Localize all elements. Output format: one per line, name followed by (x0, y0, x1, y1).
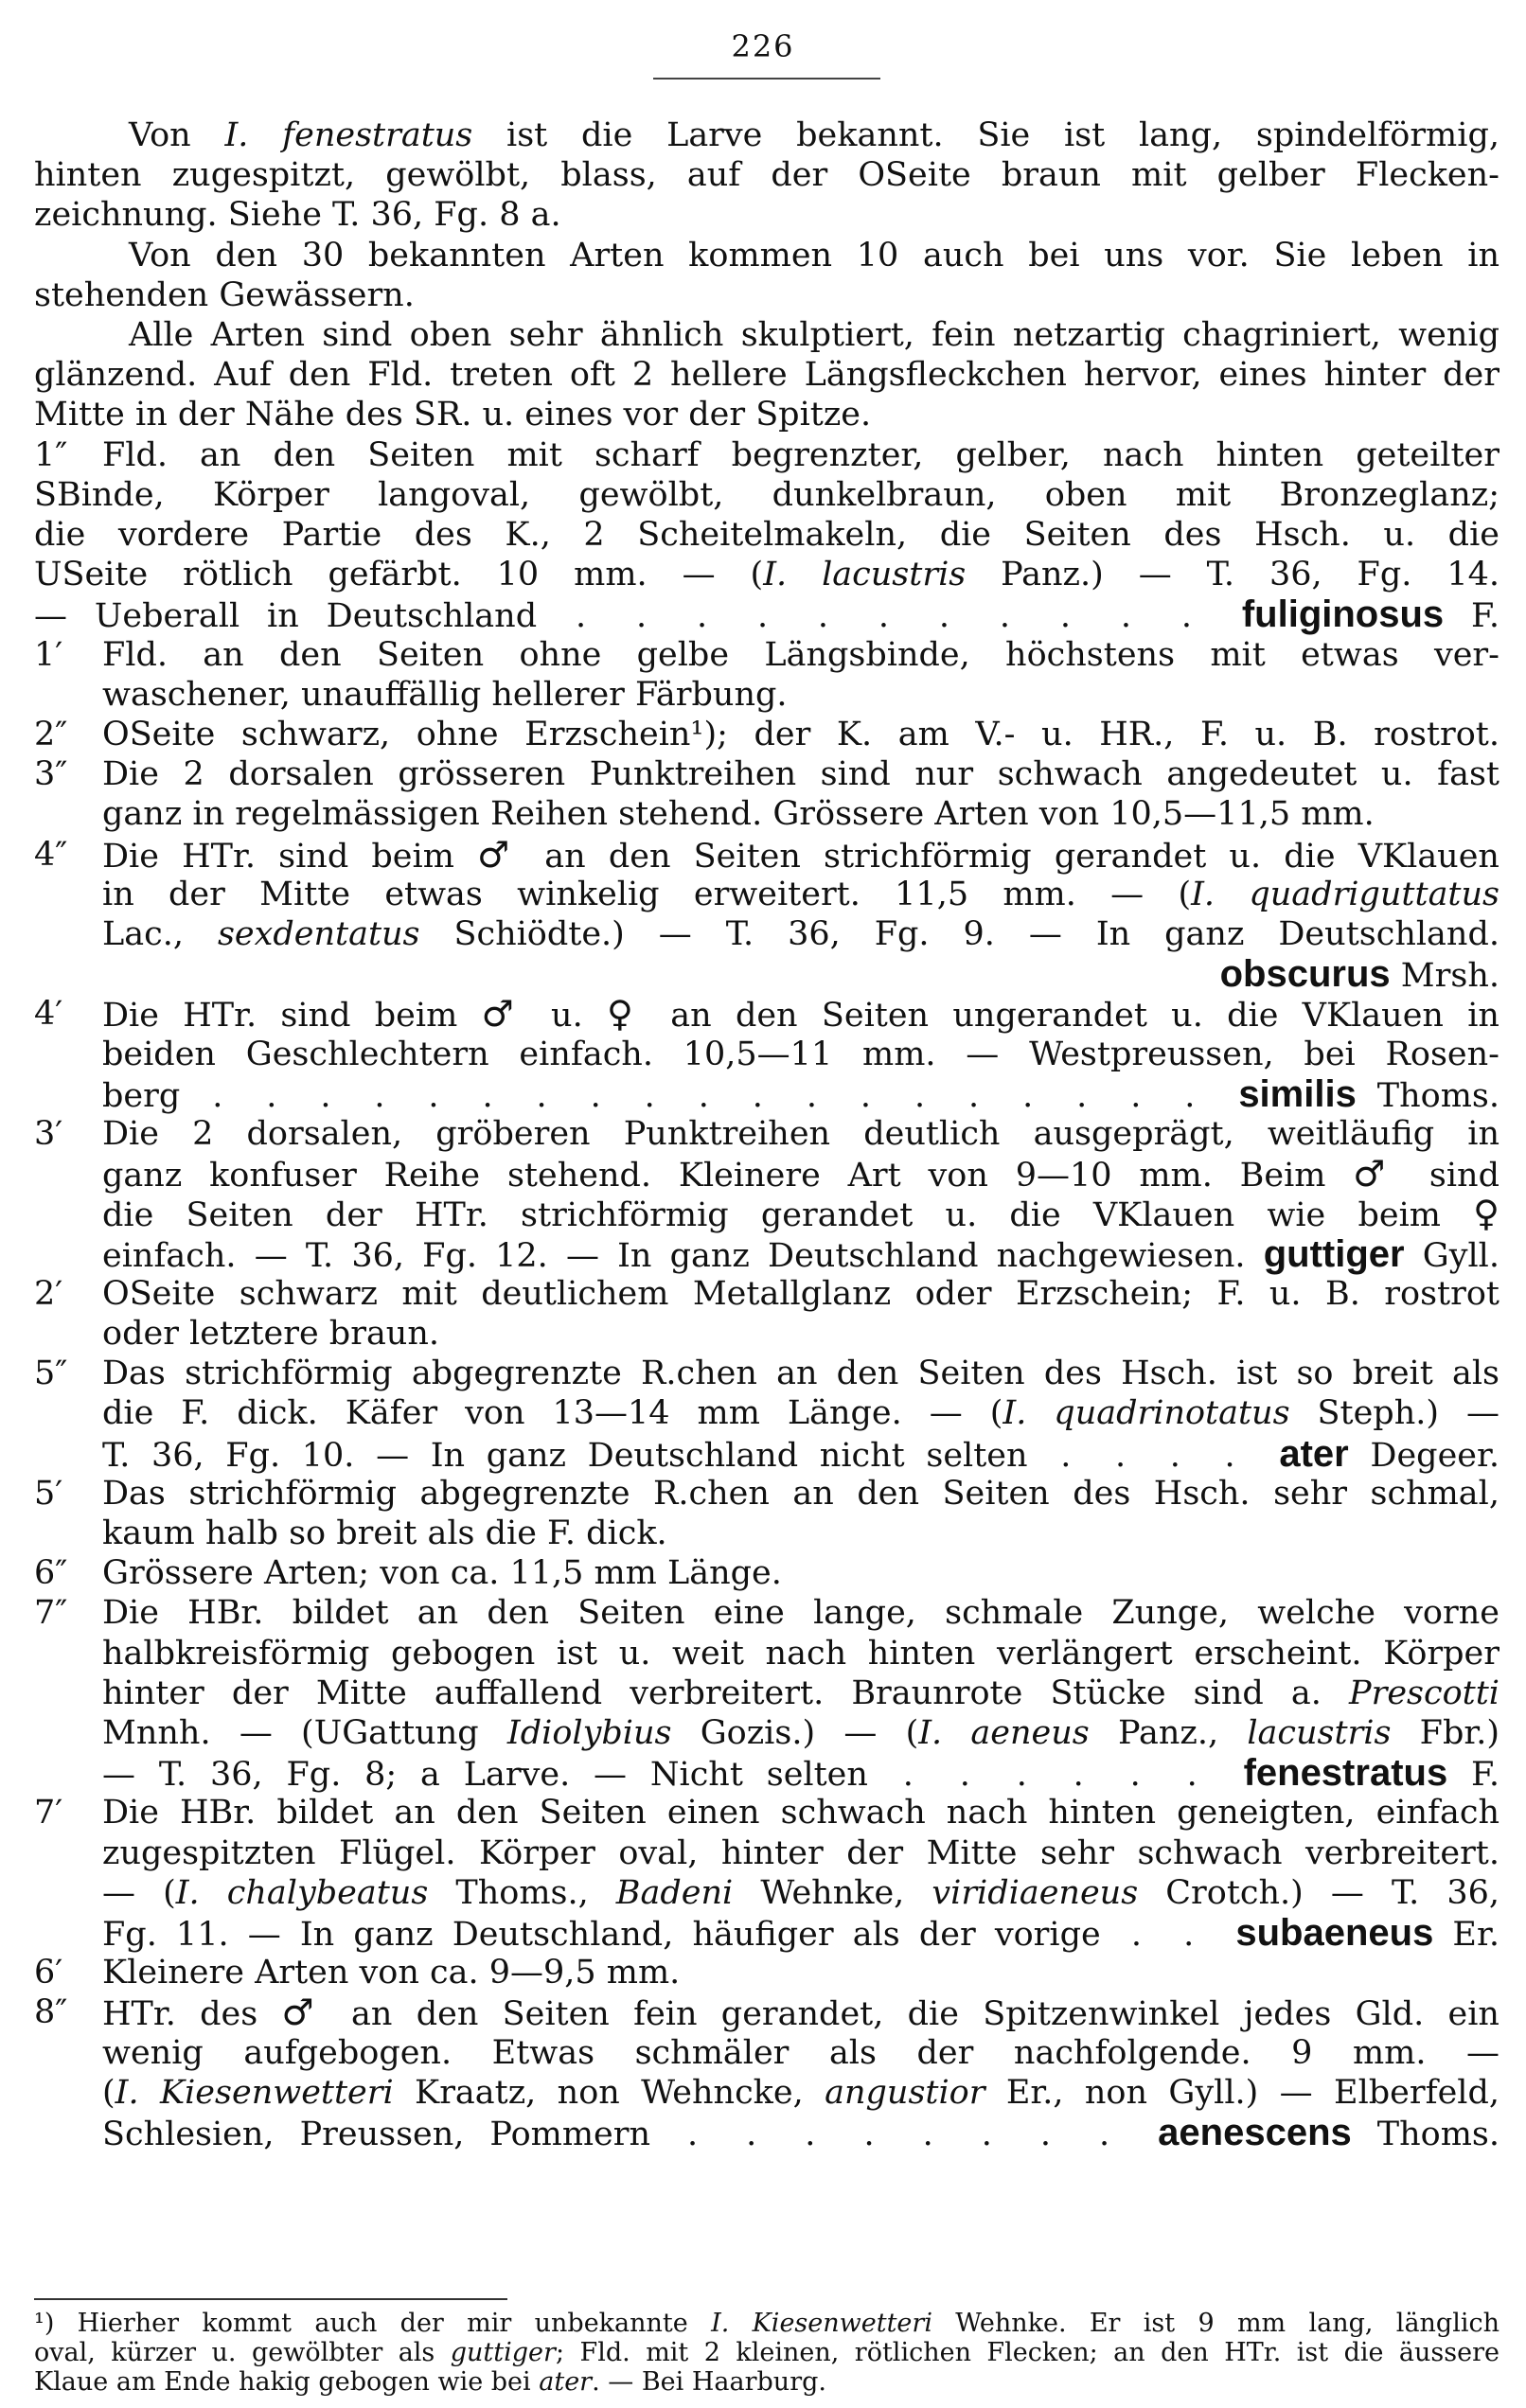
text-run: an den Seiten ungerandet u. die VKlauen in (646, 997, 1499, 1036)
text-run: glänzend. Auf den Fld. treten oft 2 hellere Längsfleckchen hervor, eines hinter der (34, 356, 1499, 395)
footnote-rule (34, 2298, 507, 2300)
line-text (102, 1074, 1499, 1116)
italic-name: lacustris (1247, 1714, 1392, 1752)
text-run: oval, kürzer u. gewölbter als (34, 2338, 451, 2367)
text-line (34, 715, 1499, 754)
line-text (102, 435, 1499, 475)
text-run: Die 2 dorsalen, gröberen Punktreihen deutlich ausgeprägt, weitläufig in (102, 1115, 1499, 1153)
text-run: wenig aufgebogen. Etwas schmäler als der nachfolgende. 9 mm. — (102, 2033, 1499, 2072)
text-run: Kleinere Arten von ca. 9—9,5 mm. (102, 1954, 681, 1992)
italic-name: Idiolybius (506, 1714, 672, 1752)
text-line (34, 1753, 1499, 1793)
text-line (34, 635, 1499, 675)
text-run: Er., non Gyll.) — Elberfeld, (985, 2073, 1499, 2112)
line-text (102, 715, 1499, 754)
text-run: Gyll. (1404, 1236, 1499, 1275)
text-run: — T. 36, Fg. 8; a Larve. — Nicht selten (102, 1756, 868, 1795)
line-text (34, 395, 1499, 434)
line-text (102, 635, 1499, 675)
italic-name: I. chalybeatus (175, 1873, 429, 1912)
line-text (129, 236, 1499, 275)
text-run: ganz konfuser Reihe stehend. Kleinere Art von 9—10 mm. Beim (102, 1157, 1354, 1195)
text-run: SBinde, Körper langoval, gewölbt, dunkelbraun, oben mit Bronzeglanz; (34, 475, 1499, 514)
text-run: beiden Geschlechtern einfach. 10,5—11 mm. — Westpreussen, bei Rosen- (102, 1035, 1499, 1073)
text-run: Wehnke, (733, 1873, 932, 1912)
text-run: Das strichförmig abgegrenzte R.chen an den Seiten des Hsch. ist so breit als (102, 1354, 1499, 1393)
text-line (34, 594, 1499, 634)
text-line (34, 875, 1499, 914)
italic-name: angustior (825, 2073, 985, 2112)
text-run: Das strichförmig abgegrenzte R.chen an den Seiten des Hsch. sehr schmal, (102, 1474, 1499, 1513)
text-line (34, 1194, 1499, 1233)
italic-name: Badeni (615, 1873, 734, 1912)
text-line (34, 555, 1499, 594)
line-text (34, 555, 1499, 594)
line-text (102, 2073, 1499, 2113)
text-run: Fld. an den Seiten mit scharf begrenzter, gelber, nach hinten geteilter (102, 435, 1499, 474)
text-run: Klaue am Ende hakig gebogen wie bei (34, 2367, 540, 2397)
text-line (34, 1553, 1499, 1593)
text-line (34, 835, 1499, 875)
text-run: die F. dick. Käfer von 13—14 mm Länge. — ( (102, 1394, 1003, 1433)
text-run: Schlesien, Preussen, Pommern (102, 2116, 650, 2153)
line-text (102, 1753, 1499, 1795)
line-text (102, 794, 1499, 834)
sex-symbol: ♀ (1473, 1193, 1499, 1235)
leader-dots: . . . . . . . . . . . . . . . . . . . (180, 1076, 1239, 1115)
text-run: die Seiten der HTr. strichförmig gerandet u. die VKlauen wie beim (102, 1196, 1474, 1235)
text-line (34, 155, 1499, 195)
line-text (102, 1673, 1499, 1713)
text-line (34, 115, 1499, 155)
text-run: Degeer. (1348, 1436, 1500, 1475)
text-run: Die HTr. sind beim (102, 837, 478, 876)
text-line (34, 794, 1499, 834)
text-line (34, 1035, 1499, 1074)
text-run: USeite rötlich gefärbt. 10 mm. — ( (34, 556, 764, 594)
sex-symbol: ♀ (607, 993, 647, 1036)
sex-symbol: ♂ (1353, 1153, 1403, 1195)
couplet-number: 6″ (34, 1554, 68, 1593)
text-run: Die HTr. sind beim (102, 997, 482, 1036)
text-run: Panz.) — T. 36, Fg. 14. (966, 556, 1499, 594)
italic-name: viridiaeneus (932, 1873, 1139, 1912)
text-line (34, 355, 1499, 395)
couplet-number: 8″ (34, 1993, 68, 2032)
line-text (34, 155, 1499, 195)
text-run: sind (1402, 1157, 1499, 1195)
line-text (102, 1194, 1499, 1235)
text-run: halbkreisförmig gebogen ist u. weit nach hinten verlängert erscheint. Körper (102, 1634, 1499, 1673)
text-run: einfach. — T. 36, Fg. 12. — In ganz Deutschland nachgewiesen. (102, 1236, 1264, 1275)
text-line (34, 1434, 1499, 1474)
line-text (102, 1314, 1499, 1354)
line-text (102, 1234, 1499, 1276)
text-line (34, 754, 1499, 794)
italic-name: I. quadriguttatus (1191, 875, 1500, 913)
leader-dots: . . . . (1027, 1436, 1280, 1475)
text-run: Mnnh. — (UGattung (102, 1714, 507, 1752)
line-text (102, 1114, 1499, 1154)
couplet-number: 2″ (34, 716, 68, 753)
text-run: Mitte in der Nähe des SR. u. eines vor der Spitze. (34, 396, 872, 434)
text-line (34, 1314, 1499, 1354)
text-run: ; Fld. mit 2 kleinen, rötlichen Flecken; an den HTr. ist die äussere (555, 2338, 1499, 2367)
line-text (34, 275, 1499, 315)
text-line (34, 1114, 1499, 1154)
italic-name: I. lacustris (763, 556, 967, 594)
text-line (34, 2113, 1499, 2152)
text-run: Die HBr. bildet an den Seiten eine lange, schmale Zunge, welche vorne (102, 1594, 1499, 1633)
text-run: waschener, unauffällig hellerer Färbung. (102, 675, 788, 714)
text-line (34, 1793, 1499, 1833)
text-run: OSeite schwarz mit deutlichem Metallglanz oder Erzschein; F. u. B. rostrot (102, 1274, 1499, 1313)
sex-symbol: ♂ (281, 1992, 328, 2034)
line-text (129, 315, 1499, 355)
text-line (34, 1953, 1499, 1992)
text-line (34, 515, 1499, 555)
line-text (102, 1793, 1499, 1833)
line-text (34, 515, 1499, 555)
text-run: Fg. 11. — In ganz Deutschland, häufiger als der vorige (102, 1916, 1101, 1954)
couplet-number: 2′ (34, 1274, 63, 1313)
line-text (102, 675, 1499, 715)
text-run: Crotch.) — T. 36, (1138, 1873, 1500, 1912)
text-line (34, 1154, 1499, 1194)
text-run: stehenden Gewässern. (34, 275, 415, 314)
text-line (34, 1634, 1499, 1673)
text-run: Fld. an den Seiten ohne gelbe Längsbinde, höchstens mit etwas ver- (102, 635, 1499, 674)
italic-name: Prescotti (1349, 1673, 1499, 1712)
couplet-number: 5′ (34, 1474, 63, 1513)
text-run: ist die Larve bekannt. Sie ist lang, spindelförmig, (472, 116, 1499, 154)
text-line (34, 1074, 1499, 1114)
text-run: HTr. des (102, 1995, 282, 2034)
text-run: zugespitzten Flügel. Körper oval, hinter der Mitte sehr schwach verbreitert. (102, 1833, 1499, 1872)
text-line (34, 475, 1499, 515)
italic-name: I. Kiesenwetteri (115, 2073, 394, 2112)
line-text (102, 1833, 1499, 1873)
text-run: Thoms. (1356, 1076, 1499, 1115)
text-run: Thoms. (1351, 2116, 1499, 2153)
line-text (102, 1953, 1499, 1992)
text-run: an den Seiten strichförmig gerandet u. die VKlauen (522, 837, 1499, 876)
text-line (34, 994, 1499, 1034)
line-text (34, 954, 1499, 996)
line-text (129, 115, 1499, 155)
couplet-number: 4′ (34, 995, 63, 1034)
species-name: guttiger (1263, 1232, 1405, 1275)
line-text (102, 1474, 1499, 1514)
text-run: berg (102, 1076, 181, 1115)
text-run: OSeite schwarz, ohne Erzschein¹); der K. am V.- u. HR., F. u. B. rostrot. (102, 716, 1499, 753)
text-line (34, 1593, 1499, 1633)
text-run: ¹) Hierher kommt auch der mir unbekannte (34, 2309, 712, 2338)
text-run: — Ueberall in Deutschland (34, 597, 538, 636)
text-line (34, 1673, 1499, 1713)
line-text (102, 1514, 1499, 1553)
sex-symbol: ♂ (481, 993, 527, 1036)
text-line (34, 675, 1499, 715)
text-run: Die 2 dorsalen grösseren Punktreihen sind nur schwach angedeutet u. fast (102, 755, 1499, 794)
line-text (102, 2033, 1499, 2073)
line-text (102, 1913, 1499, 1955)
line-text (102, 1593, 1499, 1633)
text-run: Grössere Arten; von ca. 11,5 mm Länge. (102, 1554, 782, 1593)
text-run: ganz in regelmässigen Reihen stehend. Grössere Arten von 10,5—11,5 mm. (102, 795, 1375, 834)
text-run: Wehnke. Er ist 9 mm lang, länglich (932, 2309, 1499, 2338)
text-run: Alle Arten sind oben sehr ähnlich skulptiert, fein netzartig chagriniert, wenig (129, 316, 1499, 354)
text-run: zeichnung. Siehe T. 36, Fg. 8 a. (34, 196, 561, 235)
text-line (34, 954, 1499, 994)
leader-dots: . . . . . . . . (650, 2116, 1159, 2153)
text-run: — ( (102, 1873, 176, 1912)
line-text (102, 914, 1499, 954)
text-line (34, 1474, 1499, 1514)
species-name: ater (1279, 1432, 1349, 1475)
text-line (34, 1873, 1499, 1913)
species-name: subaeneus (1235, 1912, 1434, 1954)
text-run: Mrsh. (1390, 957, 1499, 996)
species-name: fuliginosus (1241, 593, 1445, 636)
italic-name: sexdentatus (217, 915, 420, 953)
line-text (102, 994, 1499, 1036)
couplet-number: 7′ (34, 1794, 63, 1833)
text-run: ( (102, 2073, 115, 2112)
line-text (102, 1873, 1499, 1913)
italic-name: ater (539, 2367, 593, 2397)
line-text (102, 1553, 1499, 1593)
text-run: Thoms., (428, 1873, 616, 1912)
text-run: T. 36, Fg. 10. — In ganz Deutschland nicht selten (102, 1436, 1028, 1475)
italic-name: I. fenestratus (224, 116, 473, 154)
text-run: hinten zugespitzt, gewölbt, blass, auf der OSeite braun mit gelber Flecken- (34, 156, 1499, 195)
text-run: hinter der Mitte auffallend verbreitert. Braunrote Stücke sind a. (102, 1673, 1350, 1712)
couplet-number: 1′ (34, 635, 63, 674)
line-text (102, 875, 1499, 914)
text-line (34, 914, 1499, 954)
text-run: u. (526, 997, 607, 1036)
sex-symbol: ♂ (477, 833, 523, 876)
leader-dots: . . . . . . . . . . . (537, 597, 1242, 636)
line-text (102, 1154, 1499, 1195)
text-run: Die HBr. bildet an den Seiten einen schwach nach hinten geneigten, einfach (102, 1794, 1499, 1833)
italic-name: I. Kiesenwetteri (711, 2309, 932, 2338)
text-run: Er. (1433, 1916, 1499, 1954)
line-text (34, 195, 1499, 235)
line-text (102, 1713, 1499, 1753)
text-run: Fbr.) (1391, 1714, 1500, 1752)
text-run: Von den 30 bekannten Arten kommen 10 auch bei uns vor. Sie leben in (129, 236, 1499, 274)
text-line (34, 395, 1499, 434)
text-run: Gozis.) — ( (671, 1714, 919, 1752)
page-number: 226 (731, 28, 795, 64)
line-text (34, 594, 1499, 636)
line-text (102, 1274, 1499, 1314)
line-text (34, 475, 1499, 515)
couplet-number: 7″ (34, 1594, 68, 1633)
text-run: in der Mitte etwas winkelig erweitert. 11,5 mm. — ( (102, 875, 1192, 913)
species-name: fenestratus (1243, 1752, 1448, 1795)
line-text (102, 835, 1499, 876)
text-line (34, 1833, 1499, 1873)
leader-dots: . . (1100, 1916, 1236, 1954)
text-line (34, 1234, 1499, 1274)
text-line (34, 1274, 1499, 1314)
couplet-number: 1″ (34, 435, 68, 474)
couplet-number: 3″ (34, 755, 68, 794)
text-run: an den Seiten fein gerandet, die Spitzenwinkel jedes Gld. ein (327, 1995, 1499, 2034)
species-name: similis (1238, 1072, 1357, 1115)
text-line (34, 1992, 1499, 2032)
text-line (34, 315, 1499, 355)
couplet-number: 3′ (34, 1115, 63, 1153)
text-run: Von (129, 116, 225, 154)
couplet-number: 4″ (34, 835, 68, 874)
text-run: kaum halb so breit als die F. dick. (102, 1514, 667, 1552)
text-run: F. (1447, 1756, 1499, 1795)
line-text (34, 355, 1499, 395)
text-run: Kraatz, non Wehncke, (393, 2073, 825, 2112)
line-text (102, 754, 1499, 794)
line-text (102, 1354, 1499, 1393)
text-run: oder letztere braun. (102, 1315, 440, 1353)
text-run: Steph.) — (1289, 1394, 1499, 1433)
text-run: die vordere Partie des K., 2 Scheitelmakeln, die Seiten des Hsch. u. die (34, 516, 1499, 554)
text-run: Lac., (102, 915, 218, 953)
text-line (34, 275, 1499, 315)
couplet-number: 6′ (34, 1954, 63, 1992)
italic-name: guttiger (450, 2338, 556, 2367)
line-text (102, 2113, 1499, 2154)
text-line (34, 1393, 1499, 1433)
text-line (34, 2033, 1499, 2073)
couplet-number: 5″ (34, 1354, 68, 1393)
footnote-line (34, 2310, 1499, 2338)
text-line (34, 1514, 1499, 1553)
text-line (34, 1913, 1499, 1953)
line-text (102, 1634, 1499, 1673)
text-line (34, 1354, 1499, 1393)
text-run: F. (1444, 597, 1499, 636)
footnote-line (34, 2339, 1499, 2367)
line-text (102, 1393, 1499, 1433)
text-line (34, 195, 1499, 235)
text-line (34, 236, 1499, 275)
text-line (34, 435, 1499, 475)
text-line (34, 1713, 1499, 1753)
footnote-line (34, 2368, 1499, 2397)
text-run: . — Bei Haarburg. (592, 2367, 826, 2397)
text-run: Schiödte.) — T. 36, Fg. 9. — In ganz Deutschland. (419, 915, 1499, 953)
species-name: obscurus (1219, 953, 1391, 996)
italic-name: I. quadrinotatus (1003, 1394, 1290, 1433)
species-name: aenescens (1158, 2112, 1352, 2153)
italic-name: I. aeneus (918, 1714, 1090, 1752)
leader-dots: . . . . . . (867, 1756, 1244, 1795)
line-text (102, 1992, 1499, 2034)
text-line (34, 2073, 1499, 2113)
text-run: Panz., (1089, 1714, 1248, 1752)
line-text (102, 1434, 1499, 1476)
header-rule (653, 78, 880, 80)
line-text (102, 1035, 1499, 1074)
